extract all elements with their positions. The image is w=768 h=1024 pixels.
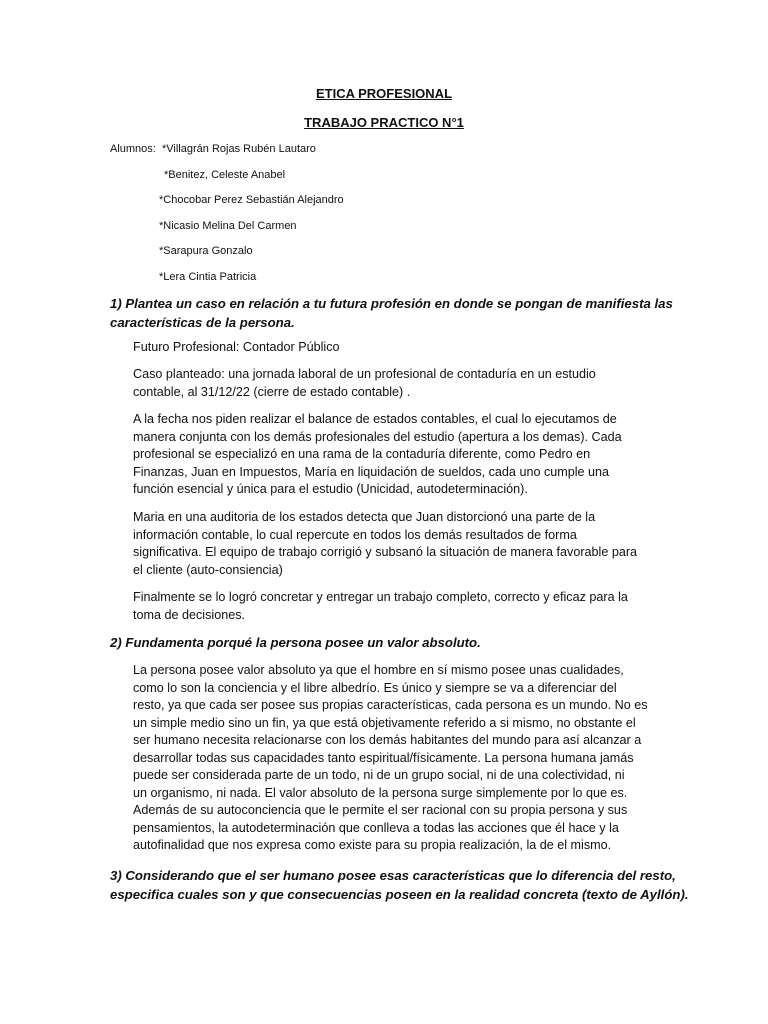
text-line: pensamientos, la autodeterminación que conlleva a todas las acciones que él hace y la bbox=[133, 820, 619, 835]
student-name: *Lera Cintia Patricia bbox=[159, 271, 257, 283]
document-subtitle: TRABAJO PRACTICO N°1 bbox=[304, 115, 464, 130]
document-title: ETICA PROFESIONAL bbox=[315, 86, 453, 101]
text-line: ser humano necesita relacionarse con los demás habitantes del mundo para así alcanzar a bbox=[133, 733, 642, 747]
text-line: un organismo, ni nada. El valor absoluto de la persona surge simplemente por lo que es. bbox=[133, 785, 628, 800]
question-2 bbox=[110, 633, 658, 652]
text-line: Finalmente se lo logró concretar y entregar un trabajo completo, correcto y eficaz para la bbox=[133, 590, 628, 604]
text-line: un simple medio sino un fin, ya que está objetivamente referido a si mismo, no obstante el bbox=[133, 715, 636, 730]
text-line: función esencial y única para el estudio (Unicidad, autodeterminación). bbox=[133, 482, 528, 496]
profession-line bbox=[133, 339, 659, 357]
student-name: *Chocobar Perez Sebastián Alejandro bbox=[159, 194, 344, 206]
text-line: resto, ya que cada ser posee sus propias características, cada persona es un mundo. No es bbox=[133, 698, 648, 712]
question-1 bbox=[110, 294, 673, 332]
case-paragraph-2 bbox=[133, 411, 659, 499]
text-line: puede ser considerada parte de un todo, ni de un grupo social, ni de una colectividad, ni bbox=[133, 768, 625, 782]
text-line: Maria en una auditoria de los estados detecta que Juan distorcionó una parte de la bbox=[133, 510, 596, 524]
text-line: Futuro Profesional: Contador Público bbox=[133, 340, 340, 354]
case-paragraph-3 bbox=[133, 509, 659, 579]
question-line: especifica cuales son y que consecuencias poseen en la realidad concreta (texto de Ayllón). bbox=[110, 887, 689, 902]
question-line: 2) Fundamenta porqué la persona posee un valor absoluto. bbox=[110, 635, 481, 650]
text-line: desarrollar todas sus capacidades tanto espiritual/físicamente. La persona humana jamás bbox=[133, 750, 634, 765]
case-paragraph-4 bbox=[133, 589, 659, 624]
text-line: Caso planteado: una jornada laboral de un profesional de contaduría en un estudio bbox=[133, 367, 596, 381]
case-paragraph bbox=[133, 366, 659, 401]
answer-2-paragraph bbox=[133, 662, 659, 855]
question-line: 3) Considerando que el ser humano posee esas características que lo diferencia del resto, bbox=[110, 868, 676, 883]
text-line: contable, al 31/12/22 (cierre de estado contable) . bbox=[133, 384, 411, 399]
student-name: *Nicasio Melina Del Carmen bbox=[159, 220, 297, 232]
text-line: información contable, lo cual repercute en todos los demás resultados de forma bbox=[133, 527, 577, 542]
text-line: profesional se especializó en una rama de la contaduría diferente, como Pedro en bbox=[133, 447, 591, 461]
students-label: Alumnos: bbox=[110, 143, 156, 155]
text-line: Además de su autoconciencia que le permite el ser racional con su propia persona y sus bbox=[133, 803, 628, 817]
student-name: *Sarapura Gonzalo bbox=[159, 245, 253, 257]
text-line: el cliente (auto-consiencia) bbox=[133, 562, 283, 577]
text-line: manera conjunta con los demás profesionales del estudio (apertura a los demas). Cada bbox=[133, 429, 622, 444]
text-line: como lo son la conciencia y el libre albedrío. Es único y siempre se va a diferenciar del bbox=[133, 680, 617, 695]
text-line: Finanzas, Juan en Impuestos, María en liquidación de sueldos, cada uno cumple una bbox=[133, 464, 610, 479]
text-line: autofinalidad que nos expresa como existe para su propia realización, la de el mismo. bbox=[133, 838, 612, 852]
text-line: La persona posee valor absoluto ya que el hombre en sí mismo posee unas cualidades, bbox=[133, 663, 624, 677]
question-3 bbox=[110, 866, 689, 904]
text-line: significativa. El equipo de trabajo corrigió y subsanó la situación de manera favorable para bbox=[133, 545, 638, 559]
text-line: toma de decisiones. bbox=[133, 607, 246, 622]
question-line: características de la persona. bbox=[110, 315, 295, 330]
student-name: *Benitez, Celeste Anabel bbox=[164, 169, 286, 181]
text-line: A la fecha nos piden realizar el balance de estados contables, el cual lo ejecutamos de bbox=[133, 412, 617, 426]
question-line: 1) Plantea un caso en relación a tu futura profesión en donde se pongan de manifiesta las bbox=[110, 296, 673, 311]
student-name: *Villagrán Rojas Rubén Lautaro bbox=[162, 143, 316, 155]
